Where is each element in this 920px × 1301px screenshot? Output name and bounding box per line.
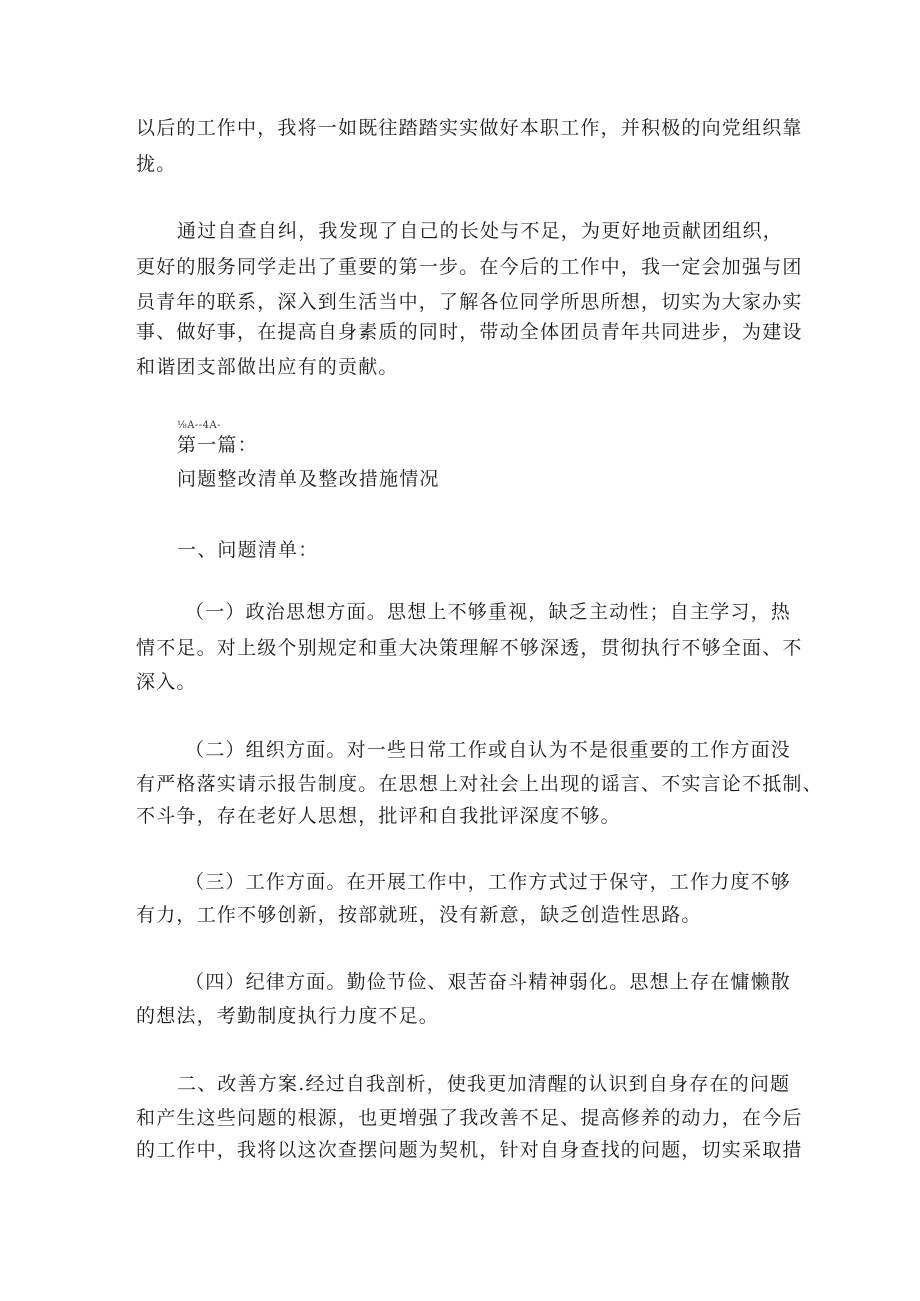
item-line: 有力，工作不够创新，按部就班，没有新意，缺乏创造性思路。 [136, 904, 702, 926]
item-line: （二）组织方面。对一些日常工作或自认为不是很重要的工作方面没 [185, 739, 792, 761]
paragraph-line: 的工作中，我将以这次查摆问题为契机，针对自身查找的问题，切实采取措 [136, 1139, 803, 1161]
item-line: （四）纪律方面。勤俭节俭、艰苦奋斗精神弱化。思想上存在慵懒散 [185, 971, 792, 993]
item-line: 深入。 [136, 671, 197, 693]
paragraph-line: 通过自查自纠，我发现了自己的长处与不足，为更好地贡献团组织， [177, 220, 784, 242]
heading-improvement: 二、改善方案.经过自我剖析，使我更加清醒的认识到自身存在的问题 [177, 1073, 791, 1095]
paragraph-line: 员青年的联系，深入到生活当中，了解各位同学所思所想，切实为大家办实 [136, 291, 803, 313]
paragraph-line: 更好的服务同学走出了重要的第一步。在今后的工作中，我一定会加强与团 [136, 256, 803, 278]
paragraph-line: 拢。 [136, 153, 177, 175]
paragraph-line: 事、做好事，在提高自身素质的同时，带动全体团员青年共同进步，为建设 [136, 321, 803, 343]
small-note: ⅛A--4A- [177, 420, 222, 431]
item-line: 的想法，考勤制度执行力度不足。 [136, 1005, 440, 1027]
section-subtitle: 问题整改清单及整改措施情况 [177, 468, 440, 490]
item-line: （一）政治思想方面。思想上不够重视，缺乏主动性；自主学习，热 [185, 601, 792, 623]
item-line: 情不足。对上级个别规定和重大决策理解不够深透，贯彻执行不够全面、不 [136, 637, 803, 659]
paragraph-line: 和谐团支部做出应有的贡献。 [136, 356, 399, 378]
paragraph-line: 以后的工作中，我将一如既往踏踏实实做好本职工作，并积极的向党组织靠 [136, 117, 803, 139]
item-line: 不斗争，存在老好人思想，批评和自我批评深度不够。 [136, 805, 621, 827]
section-title: 第一篇： [177, 434, 258, 456]
paragraph-line: 和产生这些问题的根源，也更增强了我改善不足、提高修养的动力，在今后 [136, 1107, 803, 1129]
heading-problem-list: 一、问题清单： [177, 539, 319, 561]
item-line: （三）工作方面。在开展工作中，工作方式过于保守，工作力度不够 [185, 871, 792, 893]
item-line: 有严格落实请示报告制度。在思想上对社会上出现的谣言、不实言论不抵制、 [136, 773, 823, 795]
